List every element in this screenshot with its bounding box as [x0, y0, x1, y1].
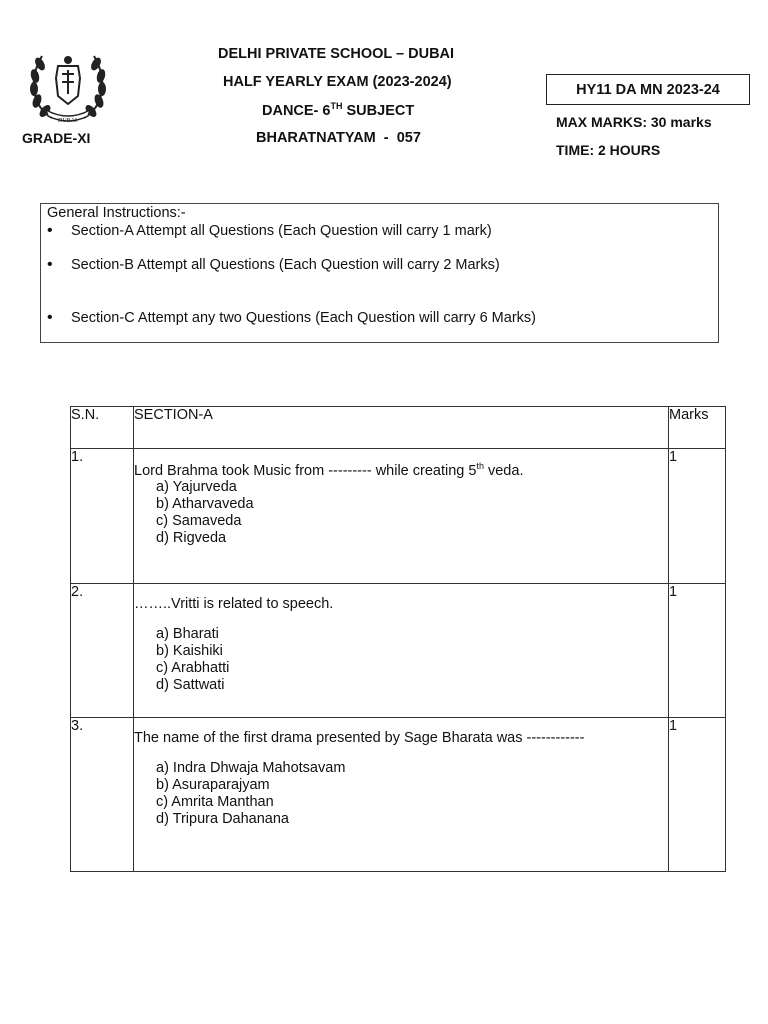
table-row: [71, 584, 726, 718]
course-title: BHARATNATYAM - 057: [256, 130, 421, 146]
instructions-title: General Instructions:-: [47, 205, 186, 221]
subject-line: [262, 101, 414, 119]
option-item: c) Samaveda: [156, 512, 242, 529]
subject-prefix: DANCE- 6: [262, 102, 331, 119]
option-item: c) Amrita Manthan: [156, 794, 274, 810]
header-sn: S.N.: [71, 407, 134, 449]
question-marks: 1: [669, 718, 726, 872]
header-section: SECTION-A: [134, 407, 669, 449]
general-instructions: [40, 203, 719, 343]
question-number: 1.: [71, 449, 134, 584]
question-text-main: Lord Brahma took Music from --------- while creating 5: [134, 462, 477, 479]
option-item: d) Sattwati: [156, 677, 225, 693]
instruction-item: • Section-B Attempt all Questions (Each Question will carry 2 Marks): [71, 257, 500, 273]
question-text: The name of the first drama presented by Sage Bharata was ------------: [134, 730, 585, 746]
question-text: [134, 461, 668, 479]
option-item: b) Asuraparajyam: [156, 777, 270, 793]
question-superscript: th: [476, 461, 484, 471]
option-item: c) Arabhatti: [156, 660, 230, 676]
option-item: b) Atharvaveda: [156, 495, 254, 512]
option-item: d) Tripura Dahanana: [156, 811, 289, 827]
header-marks: Marks: [669, 407, 726, 449]
question-cell: [134, 718, 669, 872]
options-list: [134, 760, 668, 828]
exam-code: HY11 DA MN 2023-24: [576, 81, 720, 98]
school-logo: [22, 44, 114, 130]
subject-suffix: SUBJECT: [342, 102, 415, 119]
option-item: a) Bharati: [156, 626, 219, 642]
question-text-end: veda.: [483, 462, 524, 479]
question-cell: [134, 584, 669, 718]
question-marks: 1: [669, 584, 726, 718]
exam-title: HALF YEARLY EXAM (2023-2024): [223, 74, 452, 90]
question-cell: [134, 449, 669, 584]
option-item: a) Yajurveda: [156, 478, 237, 495]
instruction-item: • Section-C Attempt any two Questions (Each Question will carry 6 Marks): [71, 310, 536, 326]
option-item: a) Indra Dhwaja Mahotsavam: [156, 760, 346, 776]
grade-label: GRADE-XI: [22, 130, 91, 146]
table-row: [71, 718, 726, 872]
instruction-item: • Section-A Attempt all Questions (Each Question will carry 1 mark): [71, 223, 492, 239]
question-marks: 1: [669, 449, 726, 584]
school-name: DELHI PRIVATE SCHOOL – DUBAI: [218, 46, 455, 62]
subject-superscript: TH: [330, 101, 343, 111]
options-list: [134, 626, 668, 694]
max-marks: MAX MARKS: 30 marks: [556, 114, 712, 130]
option-item: b) Kaishiki: [156, 643, 223, 659]
exam-time: TIME: 2 HOURS: [556, 142, 661, 158]
options-list: [134, 479, 668, 547]
question-number: 2.: [71, 584, 134, 718]
exam-code-box: [546, 74, 750, 105]
option-item: d) Rigveda: [156, 529, 227, 546]
question-text: ……..Vritti is related to speech.: [134, 596, 334, 612]
table-header-row: [71, 407, 726, 449]
table-row: [71, 449, 726, 584]
logo-caption: DUBAI: [58, 118, 77, 124]
question-number: 3.: [71, 718, 134, 872]
question-table: [70, 406, 726, 872]
